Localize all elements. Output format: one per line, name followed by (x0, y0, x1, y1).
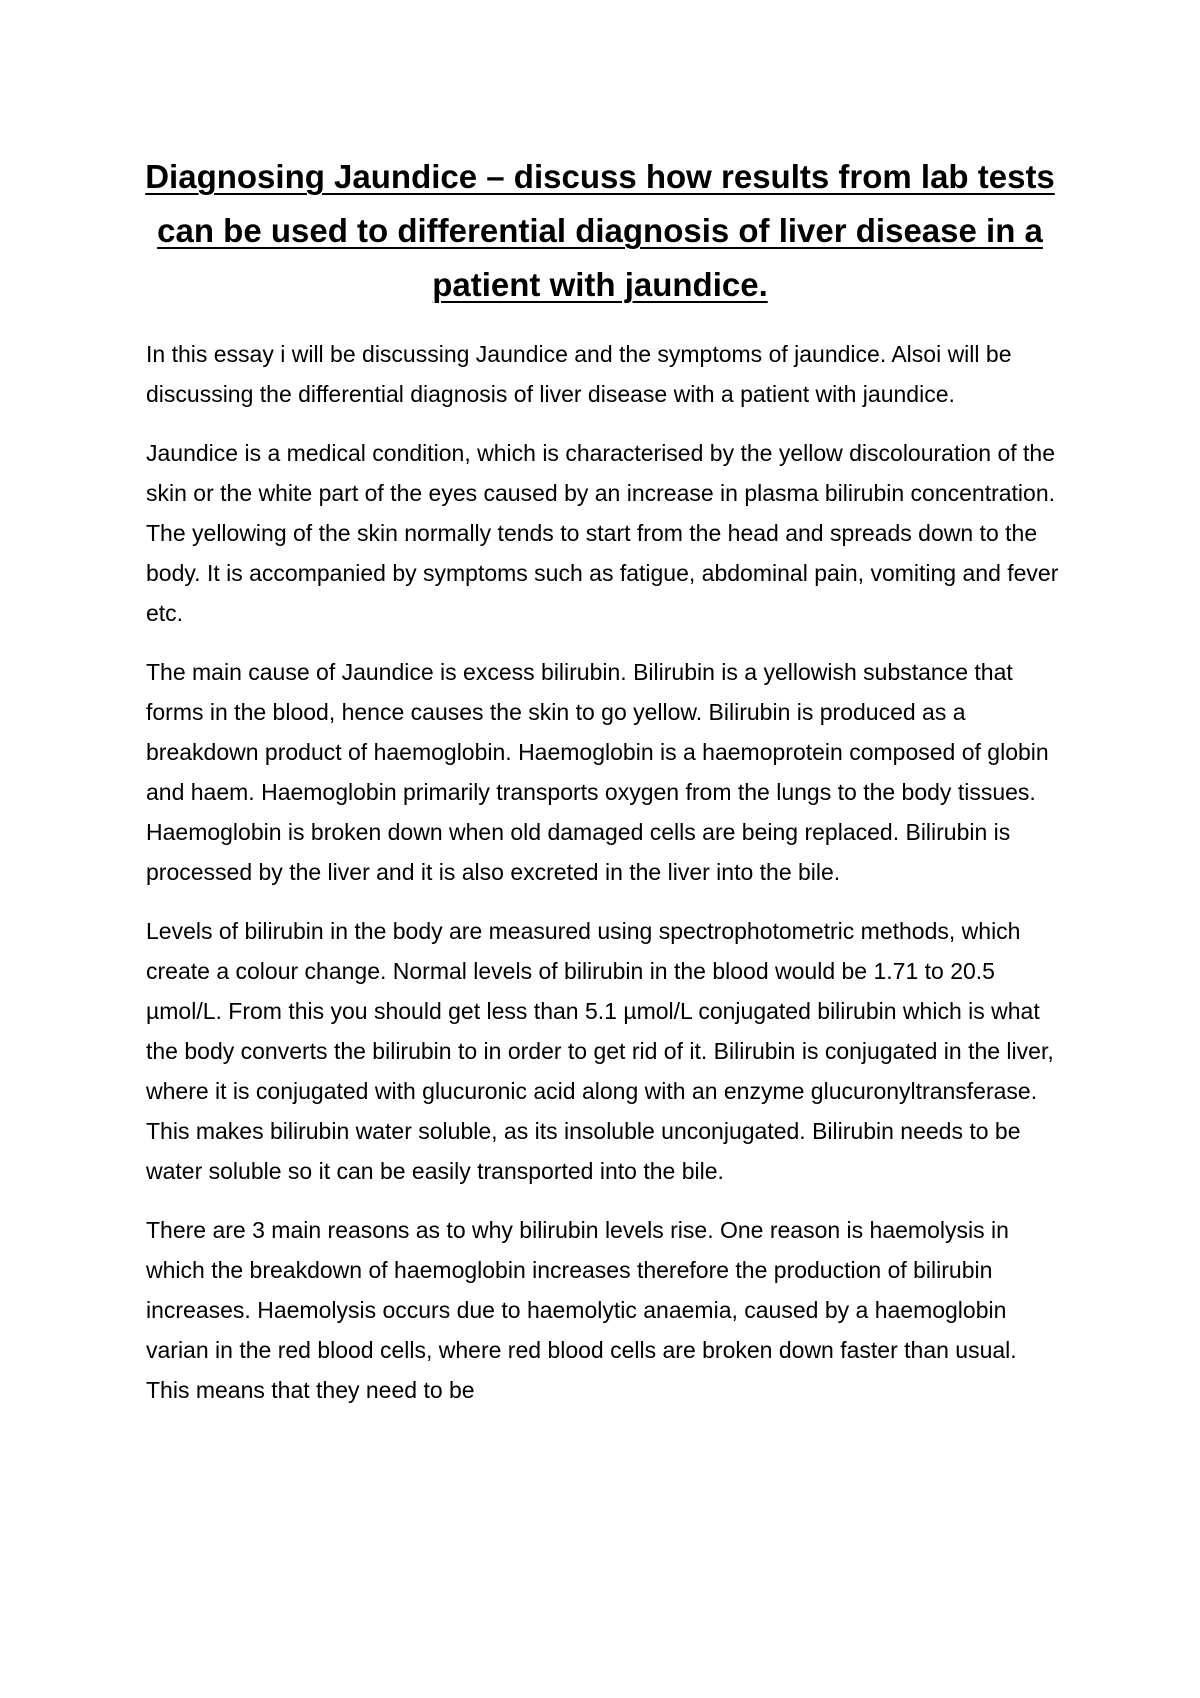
paragraph-main-cause: The main cause of Jaundice is excess bilirubin. Bilirubin is a yellowish substance that forms in the blood, hence causes the skin to go yellow. Bilirubin is produced as a breakdown product of haemoglobin. Haemoglobin is a haemoprotein composed of globin and haem. Haemoglobin primarily transports oxygen from the lungs to the body tissues. Haemoglobin is broken down when old damaged cells are being replaced. Bilirubin is processed by the liver and it is also excreted in the liver into the bile. (146, 659, 1049, 885)
document-body (146, 334, 1066, 1429)
document-title: Diagnosing Jaundice – discuss how results from lab tests can be used to differential diagnosis of liver disease in a patient with jaundice. (145, 158, 1055, 303)
paragraph-bilirubin-levels: Levels of bilirubin in the body are measured using spectrophotometric methods, which create a colour change. Normal levels of bilirubin in the blood would be 1.71 to 20.5 µmol/L. From this you should get less than 5.1 µmol/L conjugated bilirubin which is what the body converts the bilirubin to in order to get rid of it. Bilirubin is conjugated in the liver, where it is conjugated with glucuronic acid along with an enzyme glucuronyltransferase. This makes bilirubin water soluble, as its insoluble unconjugated. Bilirubin needs to be water soluble so it can be easily transported into the bile. (146, 918, 1054, 1184)
paragraph-jaundice-definition: Jaundice is a medical condition, which is characterised by the yellow discolouration of the skin or the white part of the eyes caused by an increase in plasma bilirubin concentration. The yellowing of the skin normally tends to start from the head and spreads down to the body. It is accompanied by symptoms such as fatigue, abdominal pain, vomiting and fever etc. (146, 440, 1059, 626)
paragraph-reasons: There are 3 main reasons as to why bilirubin levels rise. One reason is haemolysis in which the breakdown of haemoglobin increases therefore the production of bilirubin increases. Haemolysis occurs due to haemolytic anaemia, caused by a haemoglobin varian in the red blood cells, where red blood cells are broken down faster than usual. This means that they need to be (146, 1217, 1017, 1403)
paragraph-intro: In this essay i will be discussing Jaundice and the symptoms of jaundice. Alsoi will be discussing the differential diagnosis of liver disease with a patient with jaundice. (146, 341, 1012, 407)
